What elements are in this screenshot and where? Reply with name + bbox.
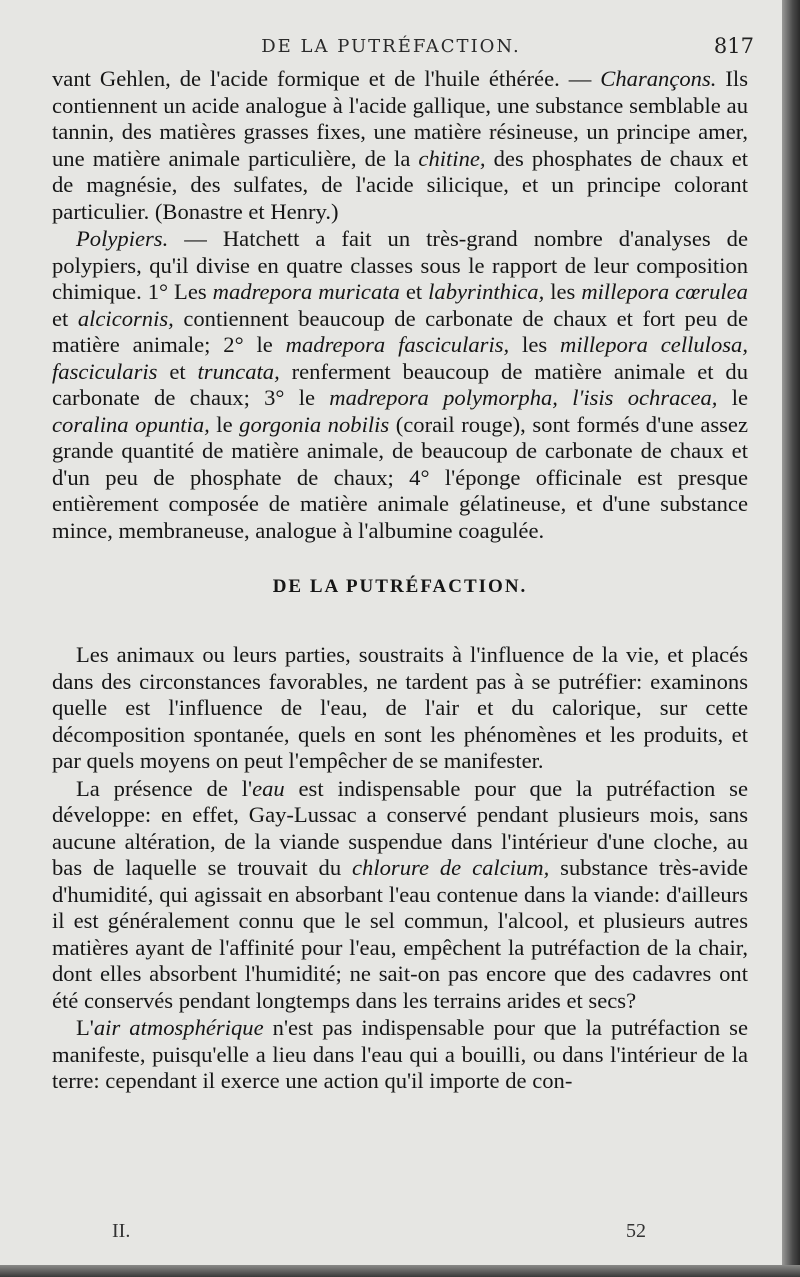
italic-run: gorgonia nobilis — [239, 411, 390, 437]
text-run: est indispensable pour que la putréfaction se développe: en effet, Gay-Lussac a conservé pendant plusieurs mois, sans aucune altération, de la viande suspendue dans l'intérieur d'une cloche, au bas de laquelle se trouvait du — [52, 775, 748, 880]
text-run: substance très-avide d'humidité, qui agissait en absorbant l'eau contenue dans la viande: d'ailleurs il est généralement connu que le sel commun, l'alcool, et plusieurs autres matières ayant de l'affinité pour l'eau, empêchent la putréfaction de la chair, dont elles absorbent l'humidité; ne sait-on pas encore que des cadavres ont été conservés pendant longtemps dans les terrains arides et secs? — [52, 855, 748, 1013]
italic-run: millepora cellulosa, fascicularis — [52, 332, 748, 384]
folio-number: 52 — [626, 1220, 646, 1242]
italic-run: chlorure de calcium, — [352, 855, 550, 880]
paragraph-polypiers — [52, 226, 748, 544]
text-run: contiennent beaucoup de carbonate de chaux et fort peu de matière animale; 2° le — [52, 305, 748, 357]
italic-run: madrepora muricata — [212, 279, 400, 304]
text-run: le — [717, 385, 748, 410]
italic-run: madrepora polymorpha, l'isis ochracea, — [329, 385, 718, 410]
paragraph-air — [52, 1015, 748, 1095]
paragraph-intro: Les animaux ou leurs parties, soustraits à l'influence de la vie, et placés dans des circonstances favorables, ne tardent pas à se putréfier: examinons quelle est l'influence de l'eau, de l'air et du calorique, sur cette décomposition spontanée, quels en sont les phénomènes et les produits, et par quels moyens on peut l'empêcher de se manifester. — [52, 642, 748, 773]
signature-mark: II. — [112, 1220, 131, 1242]
italic-run: air atmosphérique — [93, 1015, 264, 1040]
text-run: et — [52, 305, 78, 331]
text-run: (corail rouge), sont formés d'une assez grande quantité de matière animale, de beaucoup de carbonate de chaux et d'un peu de phosphate de chaux; 4° l'éponge officinale est presque entièrement composée de matière animale gélatineuse, et d'une substance mince, membraneuse, analogue à l'albumine coagulée. — [52, 411, 748, 543]
body-text — [52, 66, 748, 1095]
text-run: vant Gehlen, de l'acide formique et de l'huile éthérée. — — [52, 66, 601, 91]
running-title: DE LA PUTRÉFACTION. — [261, 36, 521, 57]
italic-run: chitine, — [418, 145, 486, 171]
italic-run: coralina opuntia, — [52, 411, 210, 437]
section-title: DE LA PUTRÉFACTION. — [272, 576, 528, 597]
text-run: Ils contiennent un acide analogue à l'acide gallique, une substance semblable au tannin, des matières grasses fixes, une matière résineuse, un principe amer, une matière animale particulière, de la — [52, 66, 748, 171]
page-edge-shadow — [782, 0, 800, 1277]
page-footer — [0, 1220, 782, 1246]
text-run: L' — [76, 1015, 94, 1040]
text-run: n'est pas indispensable pour que la putréfaction se manifeste, puisqu'elle a lieu dans l'eau qui a bouilli, ou dans l'intérieur de la terre: cependant il exerce une action qu'il importe de con- — [52, 1015, 748, 1093]
page-number: 817 — [713, 34, 754, 58]
text-run: — Hatchett a fait un très-grand nombre d'analyses de polypiers, qu'il divise en quatre classes sous le rapport de leur composition chimique. 1° Les — [52, 226, 748, 304]
text-run: des phosphates de chaux et de magnésie, des sulfates, de l'acide silicique, et un principe colorant particulier. (Bonastre et Henry.) — [52, 145, 748, 224]
text-run: et — [399, 279, 429, 304]
paragraph-charancons — [52, 66, 748, 225]
italic-run: Polypiers. — [76, 226, 169, 251]
text-run: renferment beaucoup de matière animale et du carbonate de chaux; 3° le — [52, 358, 748, 410]
text-run: La présence de l' — [76, 775, 253, 801]
page-bottom-shadow — [0, 1265, 800, 1277]
running-head — [0, 36, 782, 62]
italic-run: Charançons. — [600, 66, 717, 91]
text-run: les — [544, 279, 582, 304]
paragraph-eau — [52, 776, 748, 1015]
italic-run: labyrinthica, — [428, 279, 545, 304]
text-run: les — [509, 332, 561, 357]
italic-run: madrepora fascicularis, — [285, 332, 510, 357]
italic-run: millepora cœrulea — [581, 279, 748, 304]
italic-run: truncata, — [197, 358, 280, 384]
text-run: le — [209, 411, 240, 437]
text-run: et — [157, 358, 198, 384]
italic-run: alcicornis, — [77, 305, 174, 331]
italic-run: eau — [252, 775, 285, 801]
